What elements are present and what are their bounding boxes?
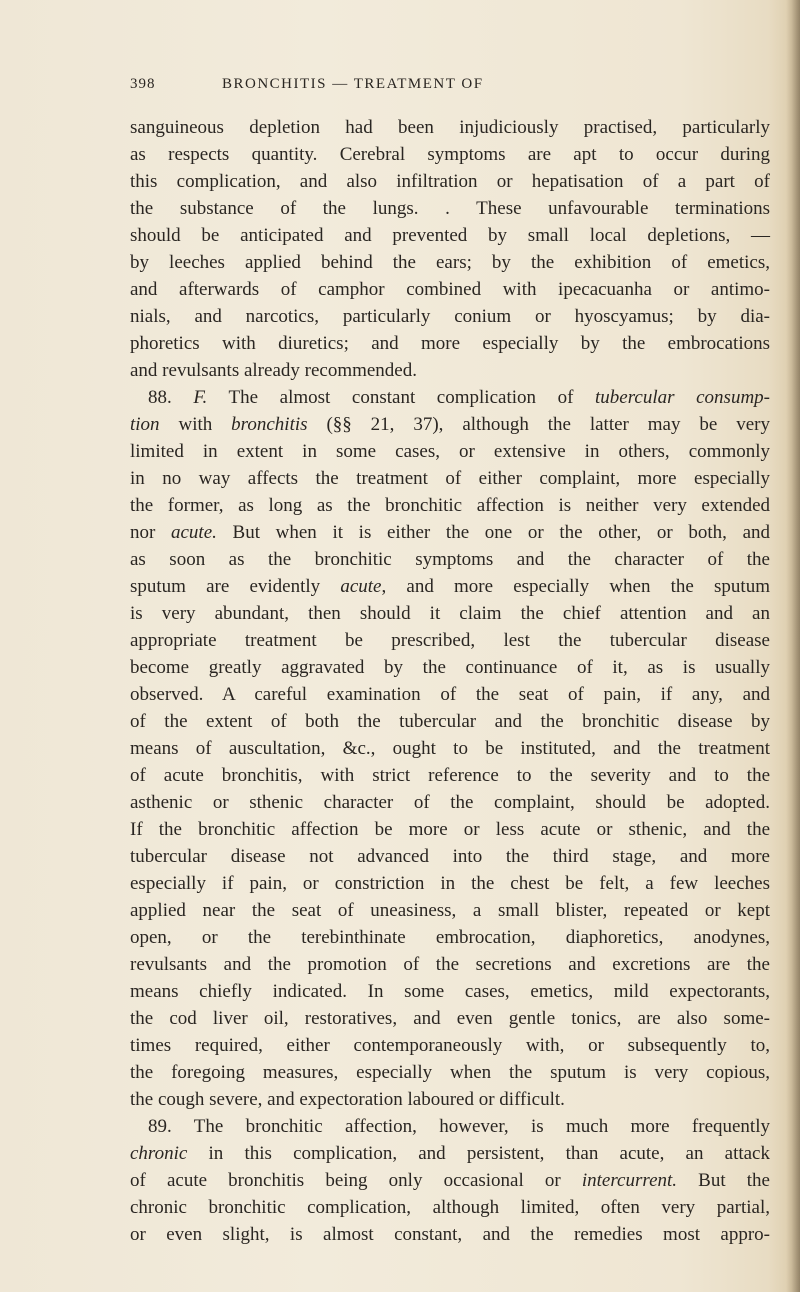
- text-line: applied near the seat of uneasiness, a small blister, repeated or kept: [130, 900, 770, 921]
- text-line: the cough severe, and expectoration laboured or difficult.: [130, 1089, 565, 1110]
- text-line: revulsants and the promotion of the secretions and excretions are the: [130, 954, 770, 975]
- text-line: appropriate treatment be prescribed, lest the tubercular disease: [130, 630, 770, 651]
- text-line: asthenic or sthenic character of the complaint, should be adopted.: [130, 792, 770, 813]
- text-line: limited in extent in some cases, or extensive in others, commonly: [130, 441, 770, 462]
- text-line: should be anticipated and prevented by small local depletions, —: [130, 225, 770, 246]
- text-line: chronic in this complication, and persistent, than acute, an attack: [130, 1143, 770, 1164]
- text-line: nor acute. But when it is either the one or the other, or both, and: [130, 522, 770, 543]
- text-line: of acute bronchitis, with strict reference to the severity and to the: [130, 765, 770, 786]
- text-line: observed. A careful examination of the seat of pain, if any, and: [130, 684, 770, 705]
- text-line: chronic bronchitic complication, although limited, often very partial,: [130, 1197, 770, 1218]
- page-number: 398: [130, 76, 156, 92]
- text-line: sanguineous depletion had been injudiciously practised, particularly: [130, 117, 770, 138]
- text-line: 89. The bronchitic affection, however, is much more frequently: [148, 1116, 770, 1137]
- text-line: by leeches applied behind the ears; by the exhibition of emetics,: [130, 252, 770, 273]
- text-line: become greatly aggravated by the continuance of it, as is usually: [130, 657, 770, 678]
- text-line: the cod liver oil, restoratives, and even gentle tonics, are also some-: [130, 1008, 770, 1029]
- text-line: nials, and narcotics, particularly conium or hyoscyamus; by dia-: [130, 306, 770, 327]
- text-line: the former, as long as the bronchitic affection is neither very extended: [130, 495, 770, 516]
- text-line: as soon as the bronchitic symptoms and the character of the: [130, 549, 770, 570]
- text-line: especially if pain, or constriction in the chest be felt, a few leeches: [130, 873, 770, 894]
- text-line: means chiefly indicated. In some cases, emetics, mild expectorants,: [130, 981, 770, 1002]
- text-line: of acute bronchitis being only occasional or intercurrent. But the: [130, 1170, 770, 1191]
- text-line: or even slight, is almost constant, and the remedies most appro-: [130, 1224, 770, 1245]
- text-line: the substance of the lungs. . These unfavourable terminations: [130, 198, 770, 219]
- text-line: of the extent of both the tubercular and the bronchitic disease by: [130, 711, 770, 732]
- text-line: times required, either contemporaneously with, or subsequently to,: [130, 1035, 770, 1056]
- text-line: If the bronchitic affection be more or less acute or sthenic, and the: [130, 819, 770, 840]
- text-line: and afterwards of camphor combined with ipecacuanha or antimo-: [130, 279, 770, 300]
- text-line: is very abundant, then should it claim the chief attention and an: [130, 603, 770, 624]
- running-head: BRONCHITIS — TREATMENT OF: [222, 76, 484, 92]
- text-line: open, or the terebinthinate embrocation, diaphoretics, anodynes,: [130, 927, 770, 948]
- text-line: this complication, and also infiltration or hepatisation of a part of: [130, 171, 770, 192]
- page-header: [130, 76, 730, 100]
- text-line: tubercular disease not advanced into the third stage, and more: [130, 846, 770, 867]
- text-line: means of auscultation, &c., ought to be instituted, and the treatment: [130, 738, 770, 759]
- text-line: 88. F. The almost constant complication of tubercular consump-: [148, 387, 770, 408]
- text-line: in no way affects the treatment of either complaint, more especially: [130, 468, 770, 489]
- body-text: [130, 114, 770, 1248]
- text-line: sputum are evidently acute, and more especially when the sputum: [130, 576, 770, 597]
- page-edge-shadow: [786, 0, 800, 1292]
- text-line: as respects quantity. Cerebral symptoms are apt to occur during: [130, 144, 770, 165]
- text-line: and revulsants already recommended.: [130, 360, 417, 381]
- text-line: phoretics with diuretics; and more especially by the embrocations: [130, 333, 770, 354]
- text-line: tion with bronchitis (§§ 21, 37), although the latter may be very: [130, 414, 771, 435]
- text-line: the foregoing measures, especially when the sputum is very copious,: [130, 1062, 770, 1083]
